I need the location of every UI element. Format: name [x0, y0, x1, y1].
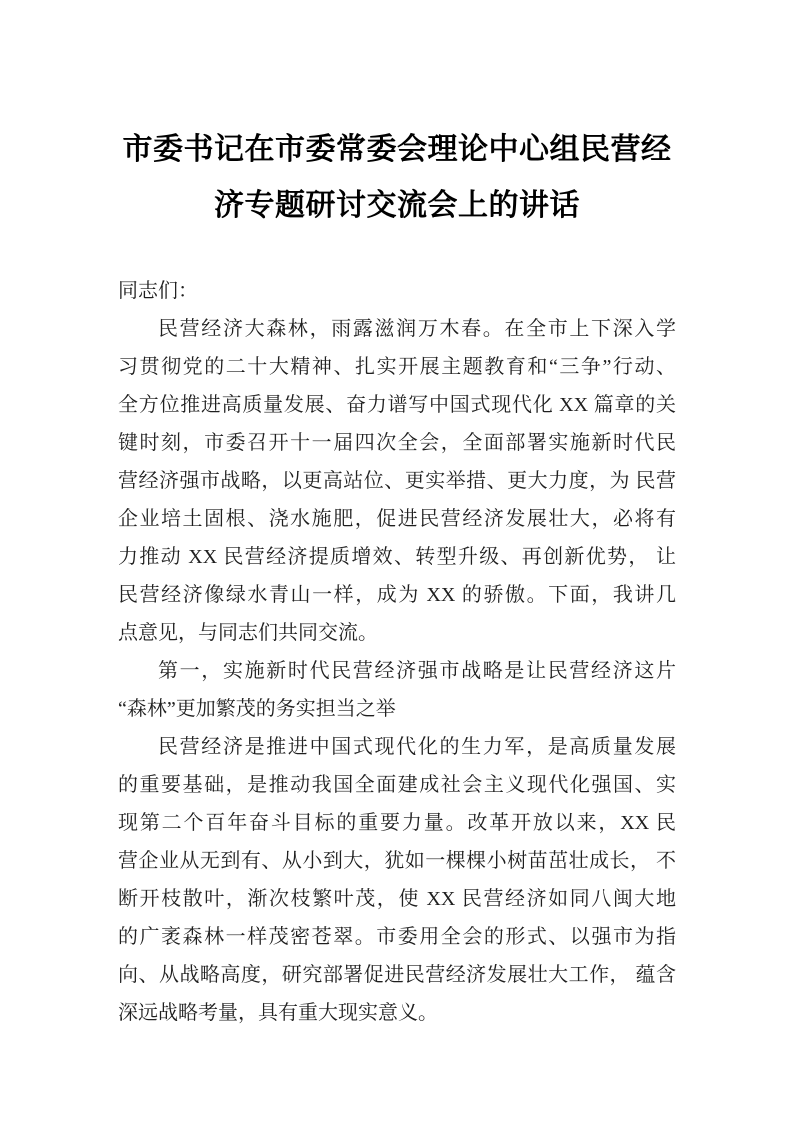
body-line: 民营经济像绿水青山一样，成为 XX 的骄傲。下面，我讲几: [118, 584, 676, 606]
section-1-heading-line-1: 第一，实施新时代民营经济强市战略是让民营经济这片: [158, 660, 676, 682]
body-line: 营经济强市战略，以更高站位、更实举措、更大力度，为 民营: [118, 470, 676, 492]
body-line: 力推动 XX 民营经济提质增效、转型升级、再创新优势， 让: [118, 546, 676, 568]
body-line: 现第二个百年奋斗目标的重要力量。改革开放以来，XX 民: [118, 812, 676, 834]
body-line: 企业培土固根、浇水施肥，促进民营经济发展壮大，必将有: [118, 508, 676, 530]
body-line: 营企业从无到有、从小到大，犹如一棵棵小树苗茁壮成长， 不: [118, 850, 676, 872]
body-line: 的重要基础，是推动我国全面建成社会主义现代化强国、实: [118, 774, 676, 796]
document-body: [118, 272, 676, 1032]
document-title-line-2: 济专题研讨交流会上的讲话: [214, 189, 580, 222]
body-line: 全方位推进高质量发展、奋力谱写中国式现代化 XX 篇章的关: [118, 394, 676, 416]
body-line: 键时刻，市委召开十一届四次全会，全面部署实施新时代民: [118, 432, 676, 454]
body-line: 民营经济是推进中国式现代化的生力军，是高质量发展: [158, 736, 676, 758]
section-1-heading-line-2: “森林”更加繁茂的务实担当之举: [118, 698, 396, 720]
body-line: 断开枝散叶，渐次枝繁叶茂，使 XX 民营经济如同八闽大地: [118, 888, 676, 910]
document-title: [118, 122, 676, 234]
body-line: 的广袤森林一样茂密苍翠。市委用全会的形式、以强市为指: [118, 926, 676, 948]
salutation: 同志们：: [118, 280, 198, 302]
document-title-line-1: 市委书记在市委常委会理论中心组民营经: [122, 133, 672, 166]
document-content: [0, 122, 794, 1032]
body-line: 点意见，与同志们共同交流。: [118, 622, 378, 644]
body-line: 向、从战略高度，研究部署促进民营经济发展壮大工作， 蕴含: [118, 964, 676, 986]
body-line: 民营经济大森林，雨露滋润万木春。在全市上下深入学: [158, 318, 676, 340]
body-line: 习贯彻党的二十大精神、扎实开展主题教育和“三争”行动、: [118, 356, 676, 378]
body-line: 深远战略考量，具有重大现实意义。: [118, 1002, 438, 1024]
